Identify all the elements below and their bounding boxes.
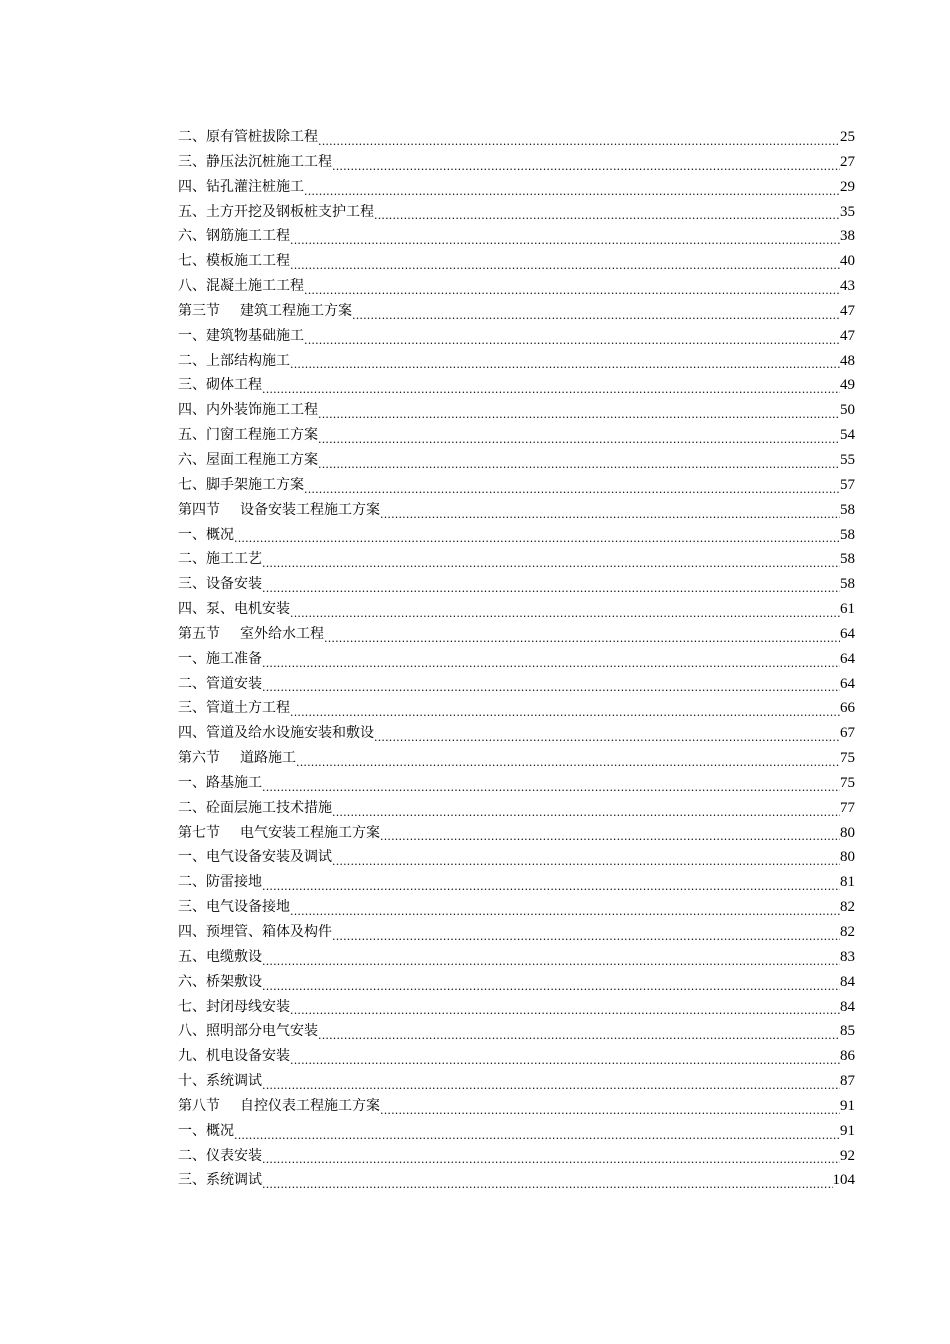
page-number: 43: [840, 278, 855, 295]
toc-entry-title: [178, 547, 262, 572]
toc-entry-title: [178, 1119, 234, 1144]
dot-leader: [318, 423, 840, 448]
toc-item-row[interactable]: [178, 547, 855, 572]
page-number: 58: [840, 576, 855, 593]
dot-leader: [290, 895, 840, 920]
toc-entry-title: [178, 523, 234, 548]
toc-item-row[interactable]: [178, 597, 855, 622]
page-number: 82: [840, 924, 855, 940]
dot-leader: [234, 1119, 840, 1144]
toc-section-row[interactable]: [178, 746, 855, 771]
toc-entry-title: [178, 373, 262, 398]
toc-item-row[interactable]: [178, 200, 855, 225]
page-number: 91: [840, 1122, 855, 1139]
page-number: 67: [840, 725, 855, 742]
entry-label: 八、混凝土施工工程: [178, 278, 304, 295]
section-number: 第三节: [178, 302, 220, 319]
page-number: 77: [840, 799, 855, 816]
toc-item-row[interactable]: [178, 150, 855, 175]
entry-label: 五、门窗工程施工方案: [178, 427, 318, 444]
dot-leader: [262, 572, 840, 597]
toc-entry-title: [178, 200, 374, 225]
toc-entry-title: [178, 721, 374, 746]
entry-label: 六、桥架敷设: [178, 973, 262, 990]
dot-leader: [262, 547, 840, 572]
section-number: 第六节: [178, 750, 220, 767]
entry-label: 一、路基施工: [178, 774, 262, 791]
toc-entry-title: [178, 1019, 318, 1044]
page-number: 87: [840, 1073, 855, 1090]
entry-label: 二、施工工艺: [178, 551, 262, 568]
page-number: 80: [840, 824, 855, 841]
toc-entry-title: [178, 1144, 262, 1169]
toc-item-row[interactable]: [178, 920, 855, 945]
toc-section-row[interactable]: [178, 821, 855, 846]
section-title: 道路施工: [240, 750, 296, 767]
toc-entry-title: [178, 995, 290, 1020]
toc-entry-title: [178, 473, 304, 498]
toc-item-row[interactable]: [178, 1144, 855, 1169]
toc-entry-title: [178, 423, 318, 448]
toc-item-row[interactable]: [178, 945, 855, 970]
page-number: 47: [840, 302, 855, 319]
page-number: 38: [840, 228, 855, 245]
page-number: 75: [840, 774, 855, 791]
toc-item-row[interactable]: [178, 771, 855, 796]
toc-entry-title: [178, 920, 332, 945]
toc-entry-title: [178, 796, 332, 821]
page-number: 55: [840, 451, 855, 468]
dot-leader: [262, 647, 840, 672]
page-number: 48: [840, 352, 855, 369]
toc-entry-title: [178, 324, 304, 349]
dot-leader: [304, 274, 840, 299]
entry-label: 二、原有管桩拔除工程: [178, 129, 318, 145]
page-number: 104: [832, 1172, 855, 1189]
toc-entry-title: [178, 175, 304, 200]
toc-entry-title: [178, 1069, 262, 1094]
entry-label: 四、钻孔灌注桩施工: [178, 178, 304, 195]
toc-entry-title: [178, 224, 290, 249]
toc-entry-title: [178, 746, 296, 771]
entry-label: 三、设备安装: [178, 576, 262, 593]
dot-leader: [262, 1069, 840, 1094]
dot-leader: [234, 523, 840, 548]
toc-entry-title: [178, 970, 262, 995]
entry-label: 七、封闭母线安装: [178, 998, 290, 1015]
dot-leader: [290, 224, 840, 249]
toc-entry-title: [178, 821, 380, 846]
dot-leader: [290, 1044, 840, 1069]
toc-entry-title: [178, 672, 262, 697]
page-number: 82: [840, 899, 855, 916]
toc-item-row[interactable]: [178, 224, 855, 249]
dot-leader: [262, 1168, 833, 1193]
toc-item-row[interactable]: [178, 398, 855, 423]
toc-section-row[interactable]: [178, 1094, 855, 1119]
page-number: 86: [840, 1048, 855, 1065]
entry-label: 三、砌体工程: [178, 377, 262, 394]
dot-leader: [332, 845, 840, 870]
toc-item-row[interactable]: [178, 647, 855, 672]
toc-entry-title: [178, 448, 318, 473]
page-number: 58: [840, 551, 855, 568]
dot-leader: [262, 970, 840, 995]
page-number: 27: [840, 153, 855, 170]
toc-section-row[interactable]: [178, 299, 855, 324]
entry-label: 二、仪表安装: [178, 1147, 262, 1164]
page-number: 92: [840, 1147, 855, 1164]
dot-leader: [290, 597, 840, 622]
toc-entry-title: [178, 895, 290, 920]
page-number: 80: [840, 849, 855, 866]
toc-item-row[interactable]: [178, 1119, 855, 1144]
dot-leader: [318, 1019, 840, 1044]
toc-item-row[interactable]: [178, 721, 855, 746]
dot-leader: [374, 721, 840, 746]
entry-label: 四、预埋管、箱体及构件: [178, 924, 332, 940]
entry-label: 一、电气设备安装及调试: [178, 849, 332, 866]
section-title: 建筑工程施工方案: [240, 302, 352, 319]
entry-label: 一、概况: [178, 526, 234, 543]
entry-label: 三、静压法沉桩施工工程: [178, 153, 332, 170]
dot-leader: [380, 1094, 840, 1119]
page-number: 58: [840, 501, 855, 518]
toc-entry-title: [178, 249, 290, 274]
toc-item-row[interactable]: [178, 870, 855, 895]
entry-label: 七、模板施工工程: [178, 253, 290, 270]
toc-item-row[interactable]: [178, 324, 855, 349]
section-number: 第八节: [178, 1097, 220, 1114]
toc-section-row[interactable]: [178, 498, 855, 523]
toc-item-row[interactable]: [178, 572, 855, 597]
entry-label: 二、防雷接地: [178, 874, 262, 891]
entry-label: 四、管道及给水设施安装和敷设: [178, 725, 374, 742]
toc-item-row[interactable]: [178, 1069, 855, 1094]
page-number: 64: [840, 625, 855, 642]
toc-item-row[interactable]: [178, 672, 855, 697]
dot-leader: [332, 920, 840, 945]
toc-item-row[interactable]: [178, 349, 855, 374]
page-number: 40: [840, 253, 855, 270]
entry-label: 四、内外装饰施工工程: [178, 402, 318, 419]
dot-leader: [332, 150, 840, 175]
toc-entry-title: [178, 498, 380, 523]
page-number: 29: [840, 178, 855, 195]
section-title: 室外给水工程: [240, 625, 324, 642]
page-number: 85: [840, 1023, 855, 1040]
toc-entry-title: [178, 1094, 380, 1119]
entry-label: 三、管道土方工程: [178, 700, 290, 717]
dot-leader: [290, 249, 840, 274]
toc-item-row[interactable]: [178, 125, 855, 150]
toc-entry-title: [178, 870, 262, 895]
dot-leader: [262, 771, 840, 796]
page-number: 91: [840, 1097, 855, 1114]
toc-item-row[interactable]: [178, 895, 855, 920]
toc-item-row[interactable]: [178, 1044, 855, 1069]
entry-label: 一、建筑物基础施工: [178, 327, 304, 344]
toc-item-row[interactable]: [178, 696, 855, 721]
entry-label: 六、屋面工程施工方案: [178, 451, 318, 468]
dot-leader: [262, 672, 840, 697]
entry-label: 二、管道安装: [178, 675, 262, 692]
dot-leader: [380, 821, 840, 846]
dot-leader: [318, 398, 840, 423]
table-of-contents: [178, 125, 855, 1193]
dot-leader: [296, 746, 840, 771]
page-number: 64: [840, 675, 855, 692]
page-number: 57: [840, 476, 855, 493]
dot-leader: [262, 373, 840, 398]
section-number: 第五节: [178, 625, 220, 642]
toc-item-row[interactable]: [178, 274, 855, 299]
dot-leader: [304, 324, 840, 349]
page-number: 35: [840, 203, 855, 220]
toc-entry-title: [178, 1168, 262, 1193]
toc-item-row[interactable]: [178, 473, 855, 498]
page-number: 83: [840, 948, 855, 965]
dot-leader: [304, 175, 840, 200]
dot-leader: [262, 870, 840, 895]
dot-leader: [304, 473, 840, 498]
entry-label: 二、砼面层施工技术措施: [178, 799, 332, 816]
section-title: 设备安装工程施工方案: [240, 501, 380, 518]
entry-label: 十、系统调试: [178, 1073, 262, 1090]
toc-item-row[interactable]: [178, 175, 855, 200]
toc-entry-title: [178, 274, 304, 299]
dot-leader: [332, 796, 840, 821]
toc-item-row[interactable]: [178, 995, 855, 1020]
toc-entry-title: [178, 1044, 290, 1069]
toc-item-row[interactable]: [178, 1168, 855, 1193]
toc-item-row[interactable]: [178, 796, 855, 821]
entry-label: 五、电缆敷设: [178, 948, 262, 965]
toc-entry-title: [178, 349, 290, 374]
toc-section-row[interactable]: [178, 622, 855, 647]
entry-label: 九、机电设备安装: [178, 1048, 290, 1065]
toc-entry-title: [178, 299, 352, 324]
toc-entry-title: [178, 150, 332, 175]
toc-entry-title: [178, 845, 332, 870]
section-number: 第四节: [178, 501, 220, 518]
page-number: 54: [840, 427, 855, 444]
entry-label: 三、系统调试: [178, 1172, 262, 1189]
toc-item-row[interactable]: [178, 423, 855, 448]
dot-leader: [318, 125, 840, 150]
dot-leader: [290, 995, 840, 1020]
toc-entry-title: [178, 597, 290, 622]
toc-entry-title: [178, 696, 290, 721]
toc-entry-title: [178, 622, 324, 647]
entry-label: 四、泵、电机安装: [178, 601, 290, 618]
entry-label: 五、土方开挖及钢板桩支护工程: [178, 203, 374, 220]
entry-label: 七、脚手架施工方案: [178, 476, 304, 493]
page-number: 49: [840, 377, 855, 394]
dot-leader: [262, 945, 840, 970]
page-number: 64: [840, 650, 855, 667]
dot-leader: [290, 696, 840, 721]
entry-label: 六、钢筋施工工程: [178, 228, 290, 245]
toc-item-row[interactable]: [178, 249, 855, 274]
dot-leader: [352, 299, 840, 324]
toc-item-row[interactable]: [178, 373, 855, 398]
toc-item-row[interactable]: [178, 845, 855, 870]
toc-item-row[interactable]: [178, 448, 855, 473]
page-number: 84: [840, 998, 855, 1015]
page-number: 81: [840, 874, 855, 891]
entry-label: 二、上部结构施工: [178, 352, 290, 369]
toc-entry-title: [178, 572, 262, 597]
toc-item-row[interactable]: [178, 970, 855, 995]
section-number: 第七节: [178, 824, 220, 841]
dot-leader: [374, 200, 840, 225]
dot-leader: [324, 622, 840, 647]
page-number: 75: [840, 750, 855, 767]
page-number: 58: [840, 526, 855, 543]
toc-entry-title: [178, 945, 262, 970]
dot-leader: [262, 1144, 840, 1169]
toc-entry-title: [178, 125, 318, 150]
dot-leader: [290, 349, 840, 374]
entry-label: 一、施工准备: [178, 650, 262, 667]
toc-entry-title: [178, 647, 262, 672]
entry-label: 八、照明部分电气安装: [178, 1023, 318, 1040]
section-title: 电气安装工程施工方案: [240, 824, 380, 841]
toc-entry-title: [178, 398, 318, 423]
page-number: 50: [840, 402, 855, 419]
section-title: 自控仪表工程施工方案: [240, 1097, 380, 1114]
page-number: 66: [840, 700, 855, 717]
page-number: 61: [840, 601, 855, 618]
toc-item-row[interactable]: [178, 1019, 855, 1044]
dot-leader: [380, 498, 840, 523]
entry-label: 一、概况: [178, 1122, 234, 1139]
entry-label: 三、电气设备接地: [178, 899, 290, 916]
toc-entry-title: [178, 771, 262, 796]
toc-item-row[interactable]: [178, 523, 855, 548]
page-number: 25: [840, 129, 855, 145]
page-number: 47: [840, 327, 855, 344]
dot-leader: [318, 448, 840, 473]
page-number: 84: [840, 973, 855, 990]
